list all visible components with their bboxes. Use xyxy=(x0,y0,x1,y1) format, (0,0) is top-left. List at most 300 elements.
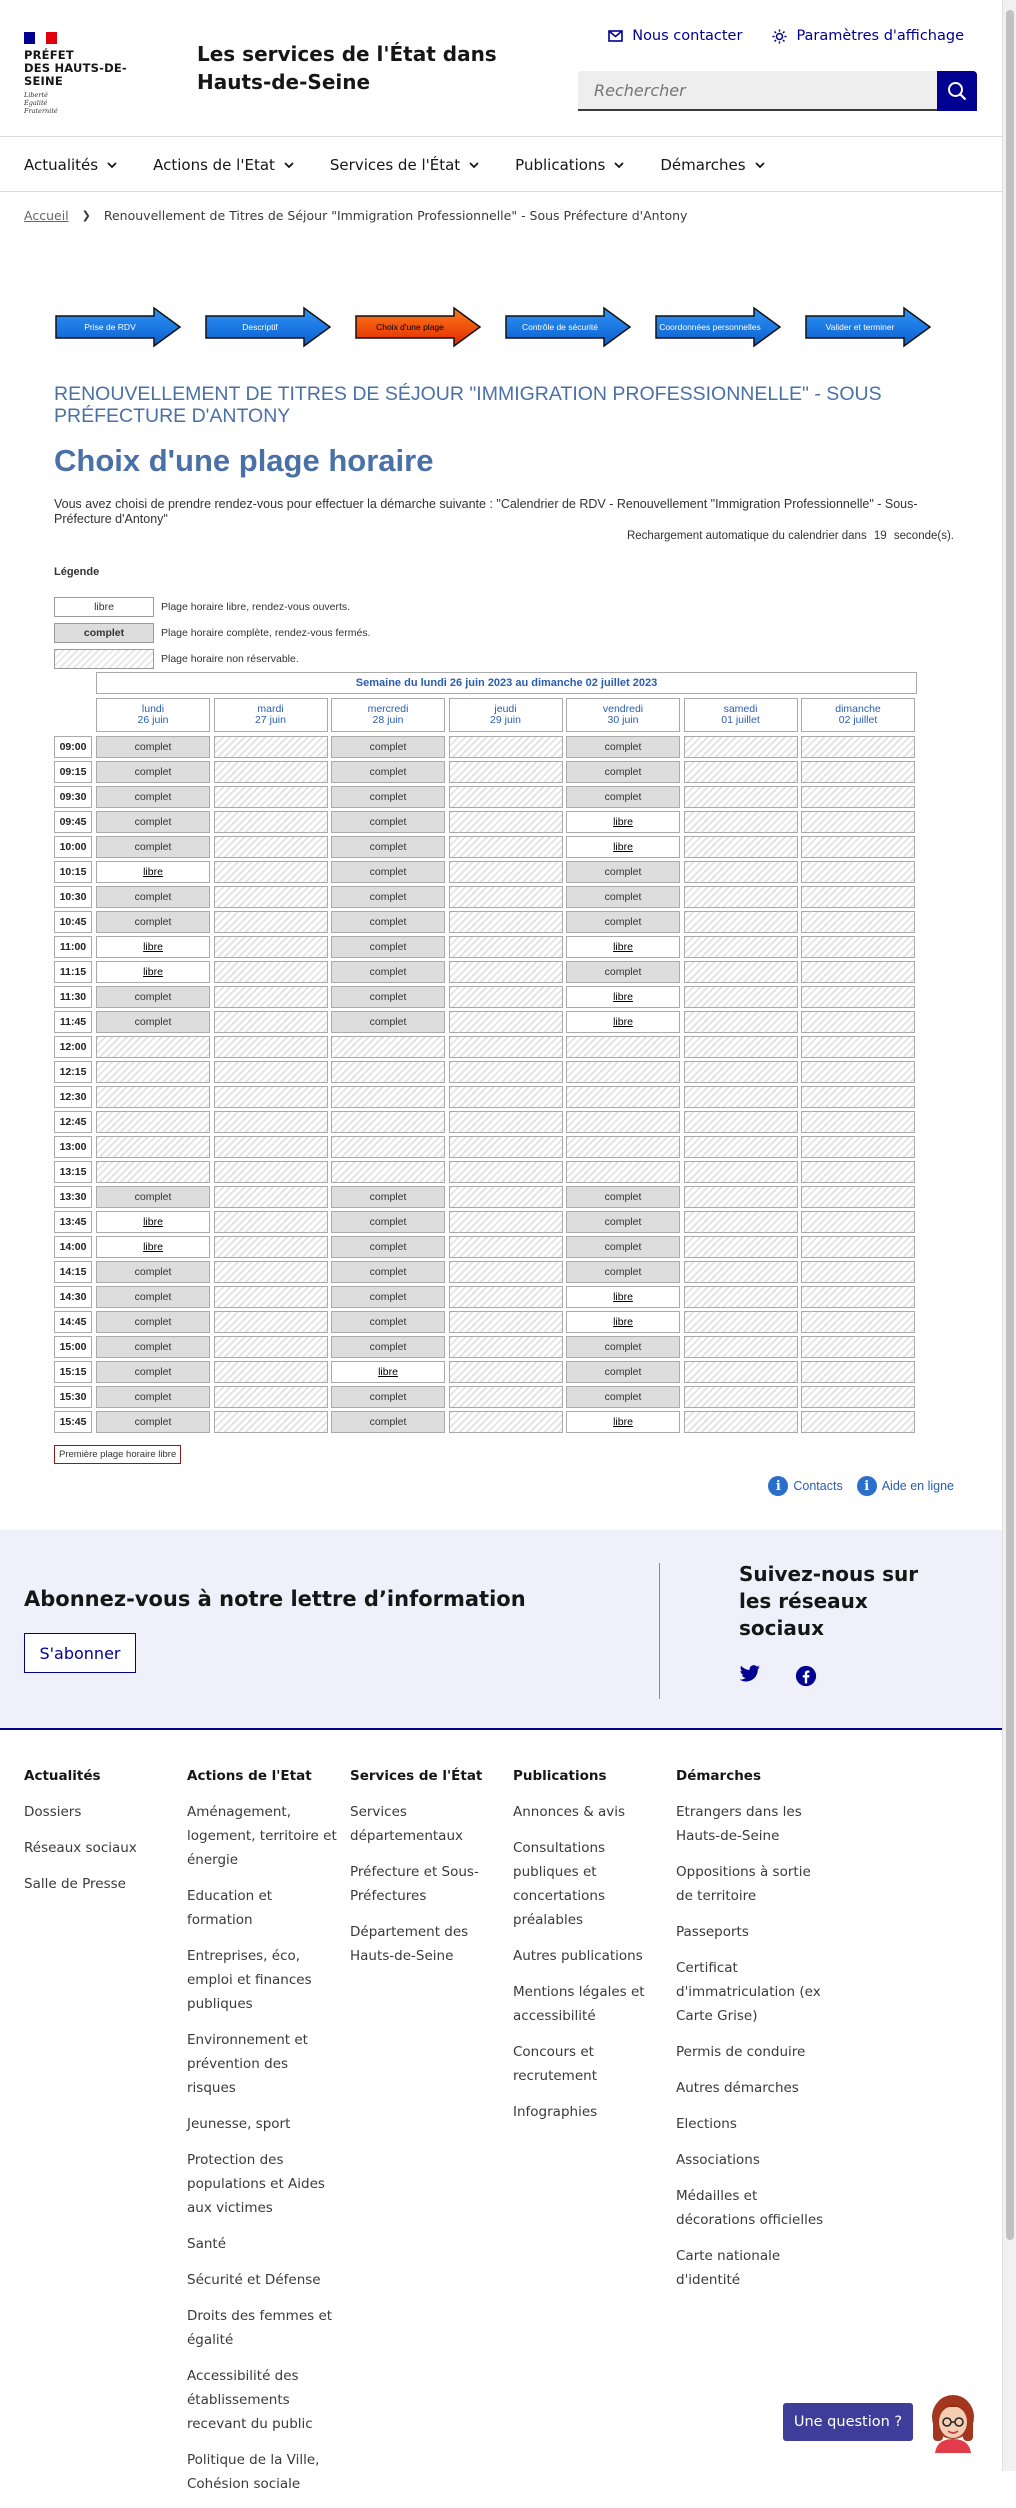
social-icons xyxy=(739,1665,817,1687)
slot-none xyxy=(801,1236,915,1258)
slot-none xyxy=(96,1036,210,1058)
slot-none xyxy=(801,1261,915,1283)
slot-complet: complet xyxy=(96,836,210,858)
slot-complet: complet xyxy=(566,761,680,783)
slot-libre[interactable]: libre xyxy=(331,1361,445,1383)
slot-none xyxy=(214,836,328,858)
slot-complet: complet xyxy=(331,861,445,883)
day-date: 02 juillet xyxy=(838,714,878,726)
legend-box-complet: complet xyxy=(54,623,154,643)
day-name: vendredi xyxy=(602,703,644,715)
slot-complet: complet xyxy=(96,1261,210,1283)
slot-complet: complet xyxy=(331,1386,445,1408)
slot-complet: complet xyxy=(96,761,210,783)
slot-none xyxy=(96,1086,210,1108)
slot-complet: complet xyxy=(96,1286,210,1308)
slot-complet: complet xyxy=(96,1386,210,1408)
footer-column-title[interactable]: Services de l'État xyxy=(350,1768,483,1784)
slot-complet: complet xyxy=(566,1186,680,1208)
twitter-icon[interactable] xyxy=(739,1665,761,1683)
slot-complet: complet xyxy=(331,1186,445,1208)
footer-link[interactable]: Protection des populations et Aides aux victimes xyxy=(187,2152,325,2216)
nav-item[interactable] xyxy=(330,137,479,193)
legend-title: Légende xyxy=(54,566,100,578)
footer-link[interactable]: Infographies xyxy=(513,2104,598,2120)
step-3 xyxy=(354,306,482,348)
footer-link[interactable]: Concours et recrutement xyxy=(513,2044,597,2084)
slot-none xyxy=(449,1261,563,1283)
step-label: Valider et terminer xyxy=(825,322,895,332)
slot-none xyxy=(449,886,563,908)
footer-link[interactable]: Réseaux sociaux xyxy=(24,1840,137,1856)
footer-column xyxy=(676,1764,826,2304)
scrollbar-thumb[interactable] xyxy=(1006,10,1014,2240)
site-header xyxy=(0,0,1002,192)
slot-none xyxy=(449,1061,563,1083)
first-free-slot-button[interactable]: Première plage horaire libre xyxy=(54,1445,181,1464)
chat-assistant-avatar-icon[interactable] xyxy=(927,2393,979,2453)
slot-none xyxy=(684,1361,798,1383)
slot-none xyxy=(684,1036,798,1058)
slot-complet: complet xyxy=(566,911,680,933)
time-label: 14:45 xyxy=(54,1311,92,1333)
time-label: 09:00 xyxy=(54,736,92,758)
slot-none xyxy=(684,986,798,1008)
slot-none xyxy=(684,1061,798,1083)
footer-link[interactable]: Préfecture et Sous-Préfectures xyxy=(350,1864,479,1904)
time-label: 14:30 xyxy=(54,1286,92,1308)
slot-none xyxy=(214,1136,328,1158)
week-title: Semaine du lundi 26 juin 2023 au dimanche 02 juillet 2023 xyxy=(96,672,917,694)
slot-none xyxy=(449,1211,563,1233)
social-title: Suivez-nous sur les réseaux sociaux xyxy=(739,1562,919,1640)
slot-complet: complet xyxy=(96,1411,210,1433)
slot-none xyxy=(566,1136,680,1158)
slot-none xyxy=(801,1286,915,1308)
day-header xyxy=(566,698,680,732)
intro-text: Vous avez choisi de prendre rendez-vous pour effectuer la démarche suivante : "Calendrier de RDV - Renouvellement "Immigration Professionnelle" - Sous-Préfecture d'Antony" xyxy=(54,497,918,526)
footer-link[interactable]: Dossiers xyxy=(24,1804,82,1820)
slot-none xyxy=(684,1236,798,1258)
slot-complet: complet xyxy=(96,1311,210,1333)
time-label: 13:15 xyxy=(54,1161,92,1183)
slot-libre[interactable]: libre xyxy=(96,961,210,983)
footer-link[interactable]: Autres publications xyxy=(513,1948,643,1964)
question-chat-button[interactable]: Une question ? xyxy=(783,2403,913,2441)
nav-item[interactable] xyxy=(515,137,624,193)
footer-link[interactable]: Département des Hauts-de-Seine xyxy=(350,1924,469,1964)
info-icon: i xyxy=(768,1476,788,1496)
step-4 xyxy=(504,306,632,348)
nav-item[interactable] xyxy=(153,137,294,193)
slot-complet: complet xyxy=(331,1236,445,1258)
slot-none xyxy=(801,1186,915,1208)
day-date: 26 juin xyxy=(137,714,169,726)
slot-complet: complet xyxy=(331,1261,445,1283)
slot-complet: complet xyxy=(331,761,445,783)
footer-link[interactable]: Passeports xyxy=(676,1924,749,1940)
time-label: 11:15 xyxy=(54,961,92,983)
slot-libre[interactable]: libre xyxy=(96,936,210,958)
contact-link-label: Nous contacter xyxy=(632,28,743,44)
slot-none xyxy=(566,1111,680,1133)
reload-suffix: seconde(s). xyxy=(893,530,954,542)
footer-link[interactable]: Associations xyxy=(676,2152,760,2168)
online-help-label: Aide en ligne xyxy=(881,1479,954,1493)
footer-link[interactable]: Jeunesse, sport xyxy=(187,2116,291,2132)
newsletter-section xyxy=(0,1530,1002,1730)
slot-none xyxy=(566,1161,680,1183)
slot-none xyxy=(214,1036,328,1058)
step-label: Contrôle de sécurité xyxy=(521,322,599,332)
search-input[interactable] xyxy=(578,71,937,111)
footer-link[interactable]: Environnement et prévention des risques xyxy=(187,2032,308,2096)
slot-none xyxy=(214,1161,328,1183)
day-name: lundi xyxy=(141,703,165,715)
slot-none xyxy=(684,736,798,758)
slot-none xyxy=(331,1111,445,1133)
slot-none xyxy=(801,986,915,1008)
slot-complet: complet xyxy=(566,1361,680,1383)
slot-complet: complet xyxy=(331,961,445,983)
time-label: 10:30 xyxy=(54,886,92,908)
slot-none xyxy=(214,1061,328,1083)
slot-none xyxy=(214,811,328,833)
slot-none xyxy=(449,1286,563,1308)
slot-none xyxy=(684,1286,798,1308)
slot-none xyxy=(214,1286,328,1308)
time-label: 12:45 xyxy=(54,1111,92,1133)
slot-complet: complet xyxy=(331,811,445,833)
contacts-link[interactable] xyxy=(768,1476,842,1496)
time-label: 12:15 xyxy=(54,1061,92,1083)
nav-item-label: Actualités xyxy=(24,156,99,174)
time-label: 12:30 xyxy=(54,1086,92,1108)
day-name: mardi xyxy=(257,703,284,715)
slot-complet: complet xyxy=(331,1211,445,1233)
slot-complet: complet xyxy=(566,1336,680,1358)
logo-name: PRÉFET DES HAUTS-DE-SEINE xyxy=(24,48,127,88)
slot-libre[interactable]: libre xyxy=(96,1211,210,1233)
reload-prefix: Rechargement automatique du calendrier dans xyxy=(626,530,867,542)
time-label: 11:30 xyxy=(54,986,92,1008)
day-name: dimanche xyxy=(835,703,881,715)
time-label: 15:45 xyxy=(54,1411,92,1433)
slot-complet: complet xyxy=(331,836,445,858)
nav-item[interactable] xyxy=(660,137,764,193)
slot-none xyxy=(214,1336,328,1358)
slot-none xyxy=(449,1086,563,1108)
time-label: 13:30 xyxy=(54,1186,92,1208)
breadcrumb-home-link[interactable]: Accueil xyxy=(24,208,69,223)
breadcrumb xyxy=(24,208,687,223)
legend-box-none xyxy=(54,649,154,669)
slot-none xyxy=(214,1086,328,1108)
footer-link[interactable]: Médailles et décorations officielles xyxy=(676,2188,824,2228)
slot-complet: complet xyxy=(331,1336,445,1358)
day-date: 29 juin xyxy=(490,714,521,726)
day-name: mercredi xyxy=(367,703,409,715)
slot-none xyxy=(684,1111,798,1133)
slot-libre[interactable]: libre xyxy=(566,1411,680,1433)
step-label: Prise de RDV xyxy=(84,322,136,332)
subscribe-button[interactable]: S'abonner xyxy=(24,1633,136,1673)
logo-motto: Liberté Égalité Fraternité xyxy=(24,91,58,115)
footer-link[interactable]: Elections xyxy=(676,2116,737,2132)
footer-link[interactable]: Education et formation xyxy=(187,1888,273,1928)
slot-none xyxy=(449,1311,563,1333)
time-label: 14:15 xyxy=(54,1261,92,1283)
slot-complet: complet xyxy=(566,1211,680,1233)
day-name: jeudi xyxy=(494,703,517,715)
prefet-logo[interactable] xyxy=(24,32,164,115)
time-label: 10:00 xyxy=(54,836,92,858)
slot-complet: complet xyxy=(331,911,445,933)
footer-link[interactable]: Mentions légales et accessibilité xyxy=(513,1984,645,2024)
main-navigation xyxy=(0,136,1002,192)
footer-link[interactable]: Consultations publiques et concertations préalables xyxy=(513,1840,606,1928)
sun-icon xyxy=(772,29,787,44)
slot-none xyxy=(801,1011,915,1033)
day-date: 01 juillet xyxy=(721,714,760,726)
page-title: Choix d'une plage horaire xyxy=(54,443,434,478)
slot-none xyxy=(801,961,915,983)
slot-libre[interactable]: libre xyxy=(566,936,680,958)
legend-row xyxy=(54,623,371,643)
slot-none xyxy=(449,761,563,783)
slot-none xyxy=(801,736,915,758)
reload-notice xyxy=(54,530,954,542)
time-label: 11:00 xyxy=(54,936,92,958)
slot-none xyxy=(801,1386,915,1408)
footer-column-title[interactable]: Actions de l'Etat xyxy=(187,1768,312,1784)
slot-none xyxy=(449,1411,563,1433)
slot-none xyxy=(214,1261,328,1283)
step-label: Choix d'une plage xyxy=(376,322,444,332)
nav-item-label: Publications xyxy=(515,156,606,174)
help-links xyxy=(768,1476,954,1496)
footer-column-title[interactable]: Actualités xyxy=(24,1768,101,1784)
time-label: 09:30 xyxy=(54,786,92,808)
slot-none xyxy=(96,1136,210,1158)
slot-none xyxy=(449,1236,563,1258)
slot-none xyxy=(449,1336,563,1358)
slot-none xyxy=(449,1036,563,1058)
time-label: 11:45 xyxy=(54,1011,92,1033)
slot-complet: complet xyxy=(566,961,680,983)
facebook-icon[interactable] xyxy=(795,1665,817,1687)
slot-none xyxy=(449,911,563,933)
footer-column-title[interactable]: Publications xyxy=(513,1768,607,1784)
page-scrollbar[interactable] xyxy=(1002,0,1016,2471)
slot-none xyxy=(331,1161,445,1183)
day-header xyxy=(96,698,210,732)
chevron-right-icon: ❯ xyxy=(81,209,91,222)
nav-items xyxy=(24,137,801,193)
day-date: 28 juin xyxy=(372,714,404,726)
footer-link[interactable]: Annonces & avis xyxy=(513,1804,626,1820)
slot-none xyxy=(214,1211,328,1233)
chevron-down-icon xyxy=(107,162,117,169)
slot-complet: complet xyxy=(566,1386,680,1408)
slot-libre[interactable]: libre xyxy=(96,1236,210,1258)
time-label: 15:30 xyxy=(54,1386,92,1408)
slot-complet: complet xyxy=(566,886,680,908)
slot-libre[interactable]: libre xyxy=(566,986,680,1008)
day-header xyxy=(331,698,445,732)
slot-none xyxy=(801,1361,915,1383)
slot-none xyxy=(449,1386,563,1408)
marianne-flag-icon xyxy=(24,32,57,44)
slot-none xyxy=(96,1061,210,1083)
footer-column xyxy=(24,1764,174,1908)
slot-complet: complet xyxy=(331,886,445,908)
slot-none xyxy=(449,1011,563,1033)
site-title[interactable]: Les services de l'État dans Hauts-de-Seine xyxy=(197,42,497,94)
reload-seconds: 19 xyxy=(873,530,887,542)
nav-item[interactable] xyxy=(24,137,117,193)
slot-complet: complet xyxy=(331,1311,445,1333)
slot-none xyxy=(684,1386,798,1408)
info-icon: i xyxy=(857,1476,877,1496)
slot-none xyxy=(214,911,328,933)
slot-none xyxy=(331,1136,445,1158)
footer-column xyxy=(513,1764,663,2136)
slot-none xyxy=(684,811,798,833)
slot-none xyxy=(684,761,798,783)
footer-link[interactable]: Entreprises, éco, emploi et finances publiques xyxy=(187,1948,312,2012)
time-label: 15:00 xyxy=(54,1336,92,1358)
nav-item-label: Actions de l'Etat xyxy=(153,156,275,174)
slot-none xyxy=(801,811,915,833)
slot-none xyxy=(684,886,798,908)
slot-none xyxy=(801,1336,915,1358)
time-label: 13:45 xyxy=(54,1211,92,1233)
slot-none xyxy=(566,1036,680,1058)
slot-libre[interactable]: libre xyxy=(566,836,680,858)
slot-complet: complet xyxy=(331,1411,445,1433)
footer-link[interactable]: Services départementaux xyxy=(350,1804,463,1844)
footer-column xyxy=(187,1764,337,2508)
contacts-label: Contacts xyxy=(793,1479,843,1493)
slot-none xyxy=(214,861,328,883)
day-name: samedi xyxy=(723,703,758,715)
chevron-down-icon xyxy=(469,162,479,169)
slot-complet: complet xyxy=(96,886,210,908)
online-help-link[interactable] xyxy=(857,1476,954,1496)
contact-link[interactable] xyxy=(608,28,742,44)
footer-link[interactable]: Permis de conduire xyxy=(676,2044,806,2060)
procedure-subtitle: RENOUVELLEMENT DE TITRES DE SÉJOUR "IMMIGRATION PROFESSIONNELLE" - SOUS PRÉFECTURE D'ANTONY xyxy=(54,383,882,427)
slot-none xyxy=(684,1186,798,1208)
step-2 xyxy=(204,306,332,348)
slot-complet: complet xyxy=(566,1236,680,1258)
slot-none xyxy=(214,961,328,983)
slot-none xyxy=(684,1136,798,1158)
slot-complet: complet xyxy=(566,786,680,808)
search-button[interactable] xyxy=(937,71,977,111)
footer-link[interactable]: Salle de Presse xyxy=(24,1876,126,1892)
slot-libre[interactable]: libre xyxy=(566,1286,680,1308)
slot-libre[interactable]: libre xyxy=(566,811,680,833)
footer-link[interactable]: Politique de la Ville, Cohésion sociale xyxy=(187,2452,320,2492)
slot-none xyxy=(684,1086,798,1108)
slot-complet: complet xyxy=(331,786,445,808)
legend-box-libre: libre xyxy=(54,597,154,617)
footer-link[interactable]: Santé xyxy=(187,2236,226,2252)
chevron-down-icon xyxy=(614,162,624,169)
display-settings-link[interactable] xyxy=(772,28,964,44)
slot-none xyxy=(566,1086,680,1108)
slot-none xyxy=(214,986,328,1008)
slot-none xyxy=(801,1311,915,1333)
slot-complet: complet xyxy=(566,1261,680,1283)
slot-none xyxy=(214,1111,328,1133)
slot-none xyxy=(801,761,915,783)
legend-row xyxy=(54,649,299,669)
slot-complet: complet xyxy=(331,1011,445,1033)
time-label: 12:00 xyxy=(54,1036,92,1058)
footer-link[interactable]: Carte nationale d'identité xyxy=(676,2248,781,2288)
slot-complet: complet xyxy=(96,1186,210,1208)
slot-none xyxy=(331,1086,445,1108)
slot-none xyxy=(684,911,798,933)
footer-link[interactable]: Autres démarches xyxy=(676,2080,799,2096)
footer-link[interactable]: Etrangers dans les Hauts-de-Seine xyxy=(676,1804,802,1844)
legend-row xyxy=(54,597,350,617)
day-header xyxy=(214,698,328,732)
slot-none xyxy=(449,1361,563,1383)
footer-link[interactable]: Certificat d'immatriculation (ex Carte Grise) xyxy=(676,1960,821,2024)
slot-complet: complet xyxy=(96,1011,210,1033)
mail-icon xyxy=(608,30,623,42)
slot-libre[interactable]: libre xyxy=(566,1011,680,1033)
slot-libre[interactable]: libre xyxy=(96,861,210,883)
display-settings-label: Paramètres d'affichage xyxy=(796,28,964,44)
slot-complet: complet xyxy=(331,1286,445,1308)
slot-none xyxy=(801,1061,915,1083)
slot-none xyxy=(684,1261,798,1283)
footer-link[interactable]: Sécurité et Défense xyxy=(187,2272,321,2288)
slot-none xyxy=(449,861,563,883)
slot-none xyxy=(684,1311,798,1333)
slot-complet: complet xyxy=(331,936,445,958)
day-header xyxy=(684,698,798,732)
footer-link[interactable]: Oppositions à sortie de territoire xyxy=(676,1864,811,1904)
slot-libre[interactable]: libre xyxy=(566,1311,680,1333)
footer-link[interactable]: Droits des femmes et égalité xyxy=(187,2308,333,2348)
day-date: 27 juin xyxy=(255,714,286,726)
footer-link[interactable]: Accessibilité des établissements recevant du public xyxy=(187,2368,313,2432)
footer-link[interactable]: Aménagement, logement, territoire et énergie xyxy=(187,1804,337,1868)
slot-none xyxy=(331,1036,445,1058)
slot-none xyxy=(801,1161,915,1183)
slot-none xyxy=(801,786,915,808)
slot-complet: complet xyxy=(96,911,210,933)
slot-none xyxy=(684,1211,798,1233)
slot-none xyxy=(449,811,563,833)
slot-none xyxy=(449,986,563,1008)
slot-complet: complet xyxy=(331,736,445,758)
slot-none xyxy=(214,1311,328,1333)
chevron-down-icon xyxy=(755,162,765,169)
footer-column-title[interactable]: Démarches xyxy=(676,1768,762,1784)
step-6 xyxy=(804,306,932,348)
time-label: 10:15 xyxy=(54,861,92,883)
site-footer xyxy=(0,1732,1002,2492)
slot-none xyxy=(801,1411,915,1433)
slot-complet: complet xyxy=(566,861,680,883)
